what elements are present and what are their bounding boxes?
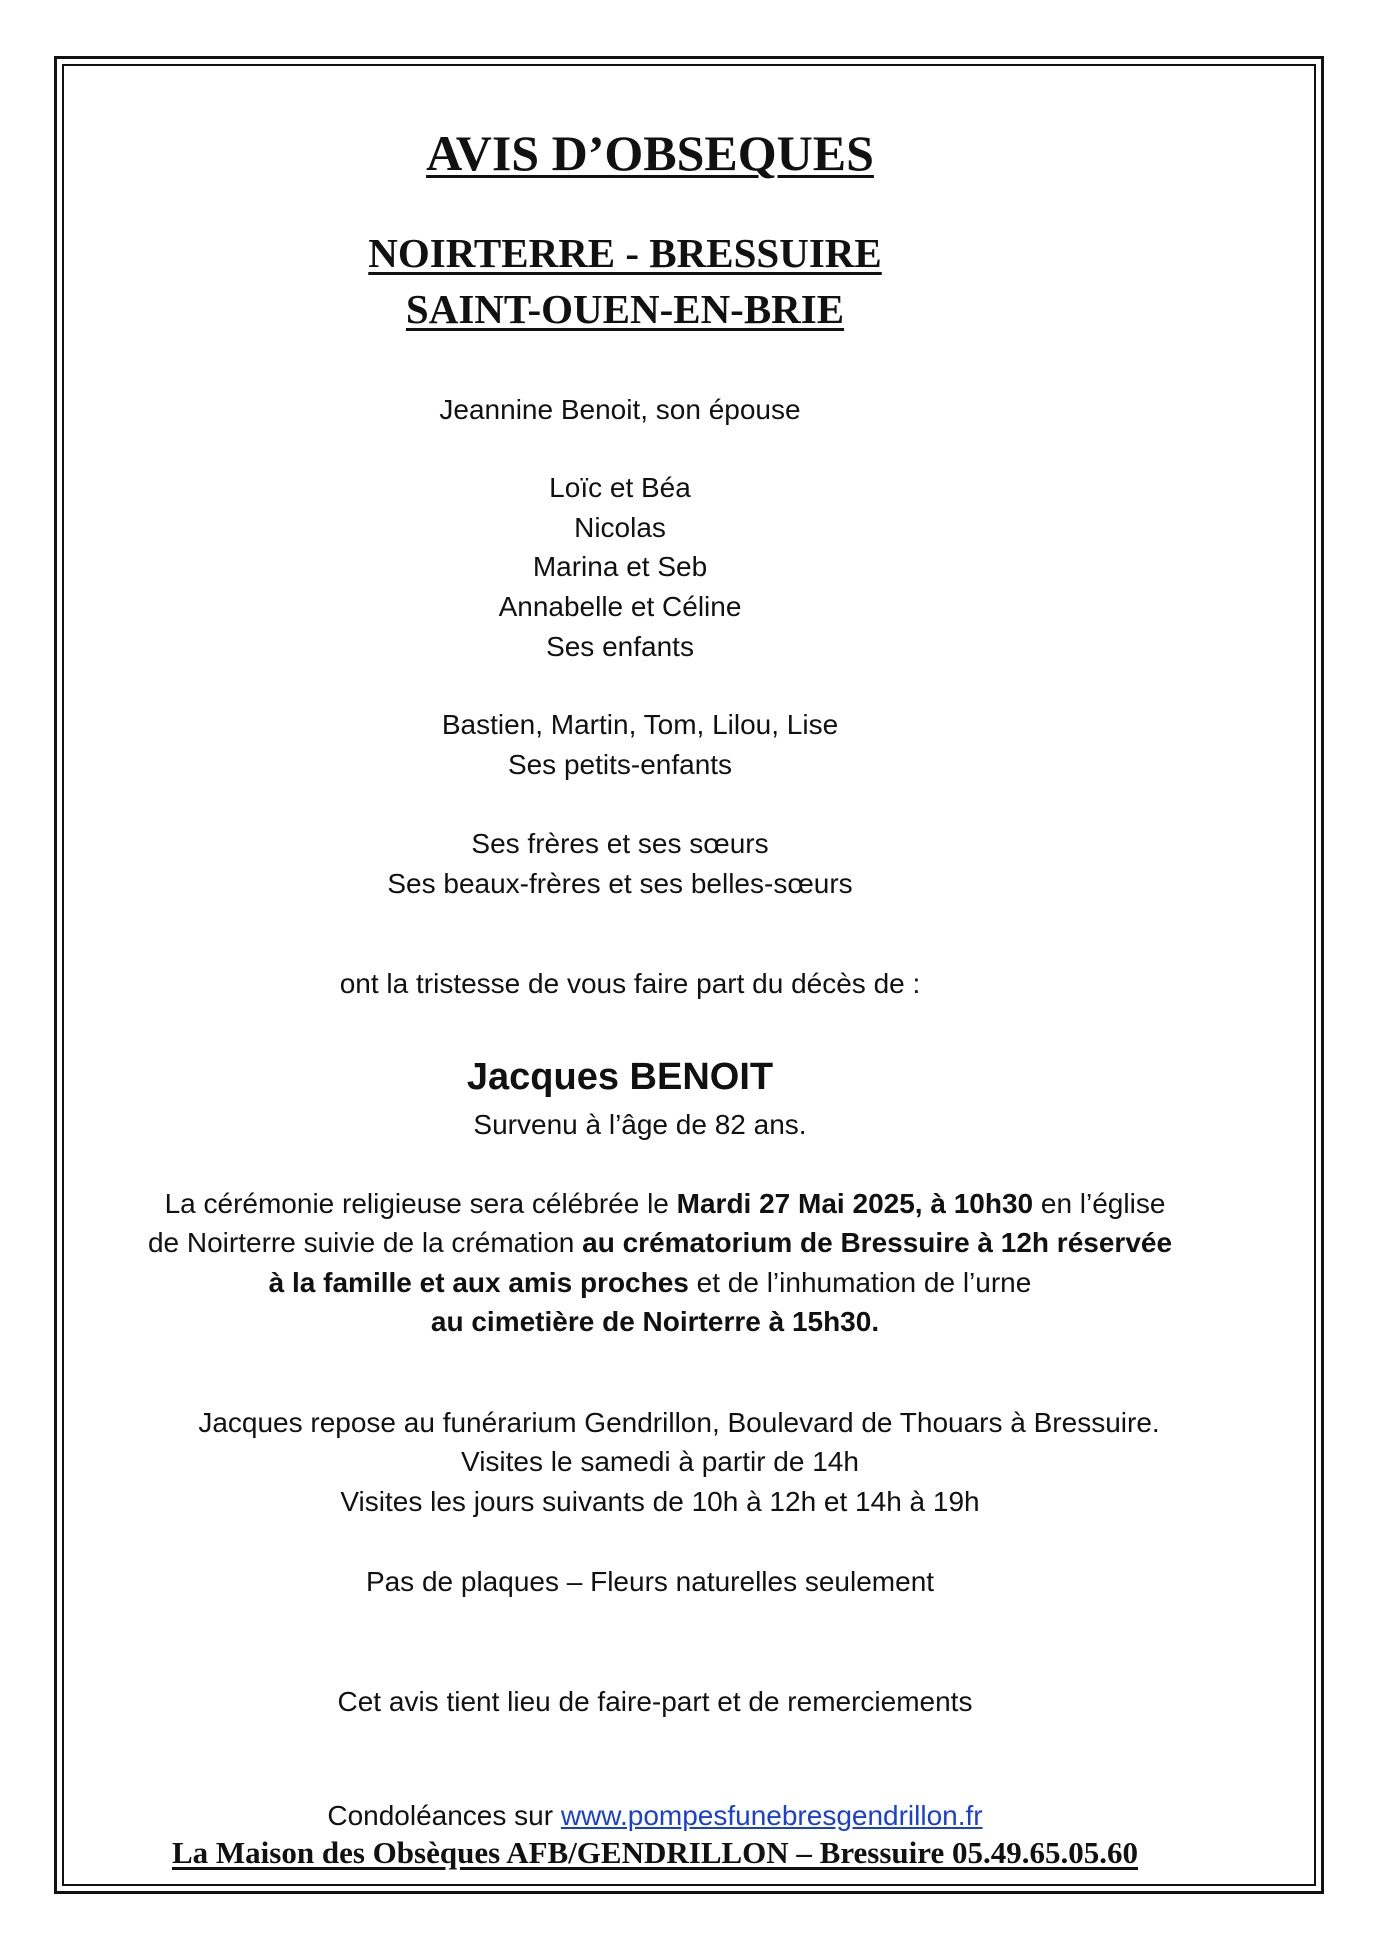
footer-line: La Maison des Obsèques AFB/GENDRILLON – Bressuire 05.49.65.05.60	[172, 1835, 1138, 1870]
ceremony-line-1	[0, 1185, 1330, 1223]
ceremony-date: Mardi 27 Mai 2025, à 10h30	[676, 1188, 1034, 1219]
announcement-line: ont la tristesse de vous faire part du décès de :	[339, 968, 921, 999]
notice-line: Cet avis tient lieu de faire-part et de remerciements	[337, 1686, 973, 1717]
ceremony-text: La cérémonie religieuse sera célébrée le	[164, 1188, 677, 1219]
siblings-line: Ses frères et ses sœurs	[471, 828, 769, 859]
grandchildren-line: Bastien, Martin, Tom, Lilou, Lise	[441, 709, 839, 740]
location-line-2: SAINT-OUEN-EN-BRIE	[405, 286, 845, 332]
crematorium-info: au crématorium de Bressuire à 12h réservée	[582, 1227, 1173, 1258]
repose-line: Jacques repose au funérarium Gendrillon, Boulevard de Thouars à Bressuire.	[198, 1407, 1160, 1438]
ceremony-line-2	[0, 1224, 1320, 1262]
deceased-age: Survenu à l’âge de 82 ans.	[473, 1109, 807, 1140]
condolences-link[interactable]: www.pompesfunebresgendrillon.fr	[560, 1800, 983, 1831]
child-line: Nicolas	[574, 512, 666, 543]
visits-following: Visites les jours suivants de 10h à 12h et 14h à 19h	[340, 1486, 980, 1517]
flowers-line: Pas de plaques – Fleurs naturelles seulement	[365, 1566, 935, 1597]
ceremony-text: et de l’inhumation de l’urne	[688, 1267, 1032, 1298]
ceremony-line-4	[0, 1303, 1310, 1341]
notice-title: AVIS D’OBSEQUES	[426, 125, 874, 181]
condolences-line	[0, 1797, 1310, 1835]
deceased-name: Jacques BENOIT	[466, 1056, 774, 1098]
grandchildren-label: Ses petits-enfants	[507, 749, 733, 780]
in-laws-line: Ses beaux-frères et ses belles-sœurs	[387, 868, 853, 899]
location-line-1: NOIRTERRE - BRESSUIRE	[368, 230, 882, 276]
cemetery-info: au cimetière de Noirterre à 15h30.	[430, 1306, 880, 1337]
child-line: Marina et Seb	[532, 551, 708, 582]
child-line: Annabelle et Céline	[498, 591, 742, 622]
condolences-label: Condoléances sur	[327, 1800, 561, 1831]
family-reserved: à la famille et aux amis proches	[268, 1267, 689, 1298]
children-label: Ses enfants	[546, 631, 694, 662]
spouse-line: Jeannine Benoit, son épouse	[439, 394, 801, 425]
visits-saturday: Visites le samedi à partir de 14h	[461, 1446, 859, 1477]
ceremony-text: en l’église	[1033, 1188, 1166, 1219]
ceremony-text: de Noirterre suivie de la crémation	[147, 1227, 583, 1258]
child-line: Loïc et Béa	[549, 472, 691, 503]
ceremony-line-3	[0, 1264, 1300, 1302]
